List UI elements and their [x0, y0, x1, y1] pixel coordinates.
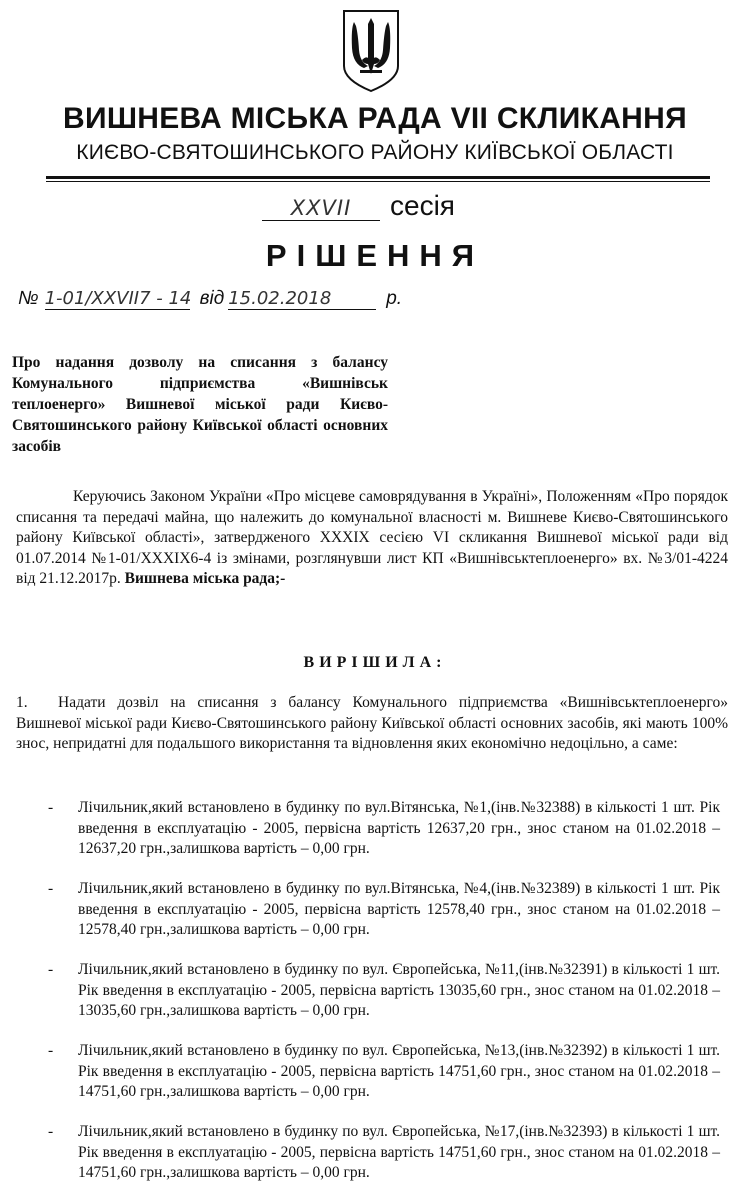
preamble-text: Керуючись Законом України «Про місцеве самоврядування в Україні», Положенням «Про порядок списання та передачі майна, що належить до комунальної власності м. Вишневе Києво-Святошинського району Київської області», затвердженого XXXIX сесією VI скликання Вишневої міської ради від 01.07.2014 №1-01/XXXIX6-4 із змінами, розглянувши лист КП «Вишнівськтеплоенерго» вх. №3/01-4224 від 21.12.2017р.: [16, 488, 728, 587]
list-bullet: -: [48, 880, 54, 897]
list-bullet: -: [48, 1123, 54, 1140]
council-title: ВИШНЕВА МІСЬКА РАДА VII СКЛИКАННЯ: [63, 102, 687, 135]
asset-description: Лічильник,який встановлено в будинку по вул.Вітянська, №4,(інв.№32389) в кількості 1 шт. Рік введення в експлуатацію - 2005, первісна вартість 12578,40 грн., знос станом на 01.02.2018 – 12578,40 грн.,залишкова вартість – 0,00 грн.: [78, 880, 720, 938]
decision-title: РІШЕННЯ: [265, 238, 485, 273]
resolved-heading: ВИРІШИЛА:: [303, 654, 447, 671]
session-label: сесія: [390, 190, 455, 221]
decision-number-line: [18, 288, 402, 310]
item-number: 1.: [16, 694, 28, 711]
preamble-bold-tail: Вишнева міська рада;-: [124, 570, 286, 587]
asset-description: Лічильник,який встановлено в будинку по вул. Європейська, №13,(інв.№32392) в кількості 1 шт. Рік введення в експлуатацію - 2005, первісна вартість 14751,60 грн., знос станом на 01.02.2018 – 14751,60 грн.,залишкова вартість – 0,00 грн.: [78, 1042, 720, 1100]
preamble-paragraph: [16, 487, 728, 590]
asset-list-item: [0, 960, 750, 1030]
list-bullet: -: [48, 961, 54, 978]
header-divider-thick: [46, 176, 710, 179]
asset-list-item: [0, 1122, 750, 1192]
header-divider-thin: [46, 181, 710, 182]
trident-coat-of-arms-icon: [340, 8, 402, 94]
decision-subject: Про надання дозволу на списання з балансу Комунального підприємства «Вишнівськ теплоенерго» Вишневої міської ради Києво-Святошинського району Київської області основних засобів: [12, 354, 388, 455]
number-sign: №: [18, 288, 39, 309]
item-text: Надати дозвіл на списання з балансу Комунального підприємства «Вишнівськтеплоенерго» Вишневої міської ради Києво-Святошинського району Київської області основних засобів, які мають 100% знос, непридатні для подальшого використання та відновлення яких економічно недоцільно, а саме:: [16, 694, 728, 752]
asset-list-item: [0, 798, 750, 868]
asset-description: Лічильник,який встановлено в будинку по вул.Вітянська, №1,(інв.№32388) в кількості 1 шт. Рік введення в експлуатацію - 2005, первісна вартість 12637,20 грн., знос станом на 01.02.2018 – 12637,20 грн.,залишкова вартість – 0,00 грн.: [78, 799, 720, 857]
asset-list-item: [0, 1041, 750, 1111]
list-bullet: -: [48, 1042, 54, 1059]
list-bullet: -: [48, 799, 54, 816]
resolution-item-1: [16, 693, 728, 755]
session-number: XXVII: [262, 196, 380, 221]
asset-list-item: [0, 879, 750, 949]
session-line: [262, 190, 455, 226]
asset-description: Лічильник,який встановлено в будинку по вул. Європейська, №11,(інв.№32391) в кількості 1 шт. Рік введення в експлуатацію - 2005, первісна вартість 13035,60 грн., знос станом на 01.02.2018 – 13035,60 грн.,залишкова вартість – 0,00 грн.: [78, 961, 720, 1019]
year-suffix: р.: [386, 288, 403, 309]
date-label: від: [199, 288, 225, 309]
decision-number: 1-01/XXVII7 - 14: [44, 288, 192, 309]
council-subtitle: КИЄВО-СВЯТОШИНСЬКОГО РАЙОНУ КИЇВСЬКОЇ ОБЛАСТІ: [76, 141, 674, 164]
decision-date: 15.02.2018: [228, 288, 376, 310]
asset-description: Лічильник,який встановлено в будинку по вул. Європейська, №17,(інв.№32393) в кількості 1 шт. Рік введення в експлуатацію - 2005, первісна вартість 14751,60 грн., знос станом на 01.02.2018 – 14751,60 грн.,залишкова вартість – 0,00 грн.: [78, 1123, 720, 1181]
